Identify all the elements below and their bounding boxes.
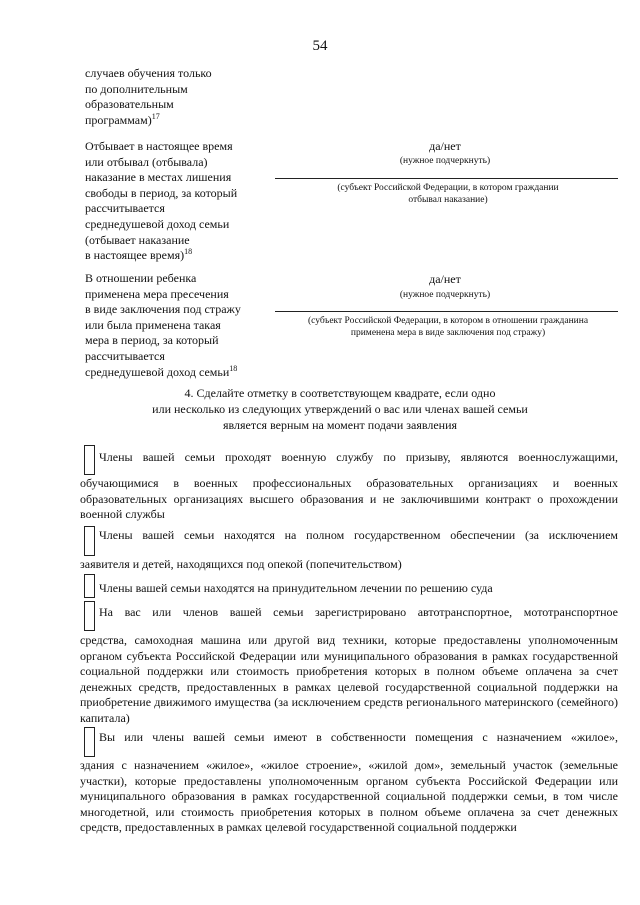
footnote-17: 17 bbox=[151, 111, 160, 121]
compulsory-treatment-text: Члены вашей семьи находятся на принудительном лечении по решению суда bbox=[99, 581, 493, 595]
vehicle-checkbox[interactable] bbox=[84, 601, 95, 631]
punishment-label-text: Отбывает в настоящее время или отбывал (отбывала) наказание в местах лишения свободы в период, за который рассчитывается среднедушевой доход семьи (отбывает наказание в настоящее время) bbox=[85, 139, 238, 263]
education-label bbox=[85, 66, 285, 128]
military-service-first-line: Члены вашей семьи проходят военную службу по призыву, являются военнослужащими, bbox=[99, 450, 618, 464]
state-support-first-line: Члены вашей семьи находятся на полном государственном обеспечении (за исключением bbox=[99, 528, 618, 542]
punishment-label bbox=[85, 139, 285, 264]
vehicle-first-line: На вас или членов вашей семьи зарегистрировано автотранспортное, мототранспортное bbox=[99, 605, 618, 619]
detention-label bbox=[85, 271, 285, 380]
footnote-18: 18 bbox=[229, 363, 238, 373]
military-service-text: обучающимися в военных профессиональных образовательных организациях и военных образовательных организациях высшего образования и не заключившими контракт о прохождении военной службы bbox=[80, 476, 618, 522]
state-support-text: заявителя и детей, находящихся под опекой (попечительством) bbox=[80, 557, 402, 571]
punishment-yes-no[interactable]: да/нет bbox=[429, 139, 461, 153]
detention-yes-no[interactable]: да/нет bbox=[429, 272, 461, 286]
section4-heading-line: является верным на момент подачи заявления bbox=[222, 418, 458, 432]
housing-text: здания с назначением «жилое», «жилое строение», «жилой дом», земельный участок (земельные участки), которые предоставлены уполномоченным органом субъекта Российской Федерации или муниципального образования в рамках государственной социальной поддержки семьи, в том числе многодетной, или стоимость приобретения которых в полном объеме оплачена за счет денежных средств, предоставленных в рамках целевой государственной социальной поддержки bbox=[80, 758, 618, 835]
footnote-18: 18 bbox=[184, 247, 193, 257]
section4-heading bbox=[60, 385, 620, 433]
housing-checkbox[interactable] bbox=[84, 727, 95, 757]
military-service-checkbox[interactable] bbox=[84, 445, 95, 475]
punishment-choice-hint: (нужное подчеркнуть) bbox=[399, 156, 491, 166]
section4-heading-line: или несколько из следующих утверждений о вас или членах вашей семьи bbox=[152, 402, 528, 416]
punishment-region-caption: (субъект Российской Федерации, в котором граждании отбывал наказание) bbox=[337, 183, 559, 205]
punishment-region-field[interactable] bbox=[275, 178, 618, 179]
compulsory-treatment-checkbox[interactable] bbox=[84, 574, 95, 598]
detention-region-field[interactable] bbox=[275, 311, 618, 312]
detention-choice-hint: (нужное подчеркнуть) bbox=[399, 290, 491, 300]
detention-region-caption: (субъект Российской Федерации, в котором в отношении гражданина применена мера в виде заключения под стражу) bbox=[307, 316, 589, 338]
education-label-text: случаев обучения только по дополнительным образовательным программам) bbox=[85, 66, 212, 127]
state-support-checkbox[interactable] bbox=[84, 526, 95, 556]
housing-first-line: Вы или члены вашей семьи имеют в собственности помещения с назначением «жилое», bbox=[99, 730, 618, 744]
page-number: 54 bbox=[312, 38, 328, 54]
detention-label-text: В отношении ребенка применена мера пресечения в виде заключения под стражу или была применена такая мера в период, за который рассчитывается среднедушевой доход семьи bbox=[85, 271, 241, 379]
vehicle-text: средства, самоходная машина или другой вид техники, которые предоставлены уполномоченным органом субъекта Российской Федерации или муниципального образования в рамках государственной социальной поддержки или стоимость приобретения которых в полном объеме оплачена за счет денежных средств, предоставленных в рамках целевой государственной социальной поддержки на приобретение движимого имущества (за исключением средств регионального материнского (семейного) капитала) bbox=[80, 633, 618, 725]
section4-heading-line: 4. Сделайте отметку в соответствующем квадрате, если одно bbox=[184, 386, 496, 400]
